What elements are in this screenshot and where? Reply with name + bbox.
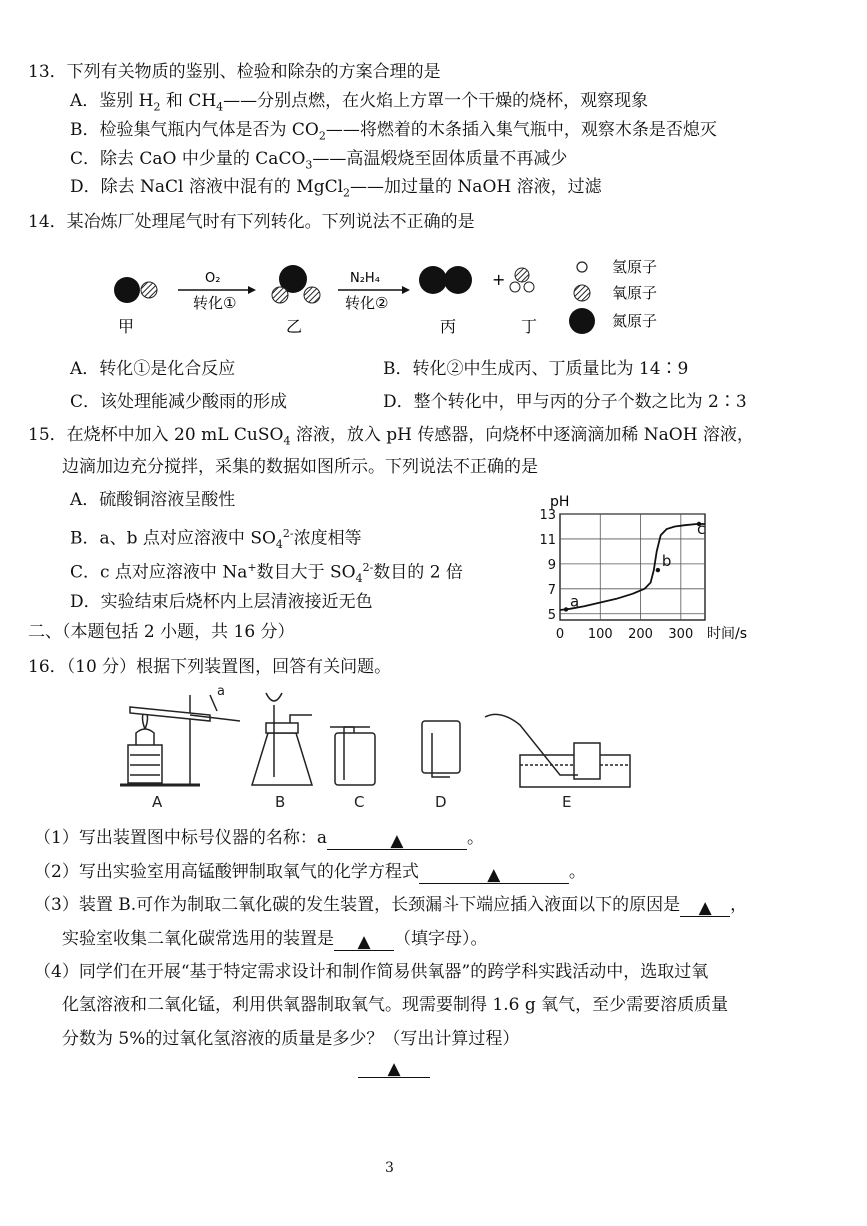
y-tick-label: 9 <box>547 557 556 573</box>
q16-part3-line2: 实验室收集二氧化碳常选用的装置是 ▲ （填字母）。 <box>62 929 488 952</box>
q15-option-b: B．a、b 点对应溶液中 $SO_4^{2-}$浓度相等 <box>70 527 362 552</box>
q15-option-c: C．c 点对应溶液中 Na+数目大于 $SO_4^{2-}$数目的 2 倍 <box>70 561 463 586</box>
molecule-yi <box>272 265 320 303</box>
q16-part4-line2: 化氢溶液和二氧化锰，利用供氧器制取氧气。现需要制得 1.6 g 氧气，至少需要溶质质量 <box>62 995 729 1015</box>
legend-hydrogen <box>577 258 657 276</box>
x-tick-label: 300 <box>668 627 694 642</box>
plot-frame <box>560 514 705 620</box>
q14-option-b: B．转化②中生成丙、丁质量比为 14∶9 <box>383 359 689 379</box>
y-tick-label: 13 <box>539 508 556 523</box>
ph-chart <box>520 484 780 644</box>
q16-apparatus-diagram <box>100 685 660 815</box>
y-tick-label: 5 <box>547 607 556 623</box>
arrow-step2 <box>338 286 410 294</box>
q16-part2: （2）写出实验室用高锰酸钾制取氧气的化学方程式 ▲ 。 <box>34 862 586 885</box>
q13-option-a: A．鉴别 $H_2$ 和 $CH_4——$分别点燃，在火焰上方罩一个干燥的烧杯，观察现象 <box>70 91 649 114</box>
q14-stem: 14．某冶炼厂处理尾气时有下列转化。下列说法不正确的是 <box>28 212 475 232</box>
q13-option-b: B．检验集气瓶内气体是否为 $CO_2——$将燃着的木条插入集气瓶中，观察木条是否熄灭 <box>70 120 717 143</box>
apparatus-c <box>330 727 375 785</box>
q14-molecule-diagram <box>100 250 700 350</box>
arrow-step1 <box>178 286 256 294</box>
q14-option-d: D．整个转化中，甲与丙的分子个数之比为 2∶3 <box>383 392 747 412</box>
x-tick-label: 200 <box>628 627 653 642</box>
data-point-a <box>564 607 568 611</box>
y-tick-label: 7 <box>547 582 556 598</box>
legend-nitrogen <box>569 308 657 334</box>
apparatus-label-e: E <box>562 793 572 811</box>
data-point-b <box>656 568 660 572</box>
q16-part4-line1: （4）同学们在开展“基于特定需求设计和制作简易供氧器”的跨学科实践活动中，选取过氧 <box>34 962 709 982</box>
q15-option-d: D．实验结束后烧杯内上层清液接近无色 <box>70 592 373 612</box>
label-step2: 转化② <box>345 294 389 312</box>
reagent-n2h4: N₂H₄ <box>350 271 380 286</box>
x-tick-label: 100 <box>587 627 613 642</box>
q16-part4-answer <box>358 1054 430 1078</box>
x-tick-label: 0 <box>555 627 565 642</box>
q16-part4-line3: 分数为 5%的过氧化氢溶液的质量是多少？（写出计算过程） <box>62 1029 520 1049</box>
q16-stem: 16．（10 分）根据下列装置图，回答有关问题。 <box>28 657 392 677</box>
q15-stem-line2: 边滴加边充分搅拌，采集的数据如图所示。下列说法不正确的是 <box>62 457 538 477</box>
legend-h-label: 氢原子 <box>612 258 658 276</box>
x-axis-label: 时间/s <box>707 626 748 642</box>
answer-blank-3[interactable]: ▲ <box>680 896 730 917</box>
legend-oxygen <box>574 284 657 302</box>
apparatus-d <box>422 721 460 777</box>
apparatus-label-c: C <box>354 793 365 811</box>
ph-curve <box>560 524 705 610</box>
q16-part3-line1: （3）装置 B.可作为制取二氧化碳的发生装置，长颈漏斗下端应插入液面以下的原因是 ▲ ， <box>34 895 748 918</box>
point-label-c: c <box>696 519 706 538</box>
q15-stem-line1: 15．在烧杯中加入 20 mL CuSO$_4$ 溶液，放入 pH 传感器，向烧杯中逐滴滴加稀 NaOH 溶液， <box>28 425 754 448</box>
point-label-a: a <box>570 592 580 611</box>
label-yi: 乙 <box>286 317 303 336</box>
q13-option-c: C．除去 CaO 中少量的 CaCO$_3$——高温煅烧至固体质量不再减少 <box>70 149 568 172</box>
label-jia: 甲 <box>118 317 135 336</box>
answer-blank-4[interactable]: ▲ <box>334 930 394 951</box>
molecule-bing <box>419 266 472 294</box>
label-step1: 转化① <box>193 294 237 312</box>
q13-option-d: D．除去 NaCl 溶液中混有的 MgCl$_2$——加过量的 NaOH 溶液，过滤 <box>70 177 602 200</box>
y-axis-label: pH <box>550 494 570 510</box>
q14-option-a: A．转化①是化合反应 <box>70 359 236 379</box>
q16-part1: （1）写出装置图中标号仪器的名称：a ▲ 。 <box>34 828 484 851</box>
q14-option-c: C．该处理能减少酸雨的形成 <box>70 392 288 412</box>
plus-sign: + <box>492 270 506 289</box>
label-bing: 丙 <box>440 317 457 336</box>
label-ding: 丁 <box>521 317 538 336</box>
answer-blank-5[interactable]: ▲ <box>358 1057 430 1078</box>
page-number: 3 <box>385 1160 394 1176</box>
molecule-ding <box>510 268 534 292</box>
q13-stem: 13．下列有关物质的鉴别、检验和除杂的方案合理的是 <box>28 62 441 82</box>
apparatus-label-b: B <box>275 793 286 811</box>
answer-blank-2[interactable]: ▲ <box>419 863 569 884</box>
section-2-heading: 二、（本题包括 2 小题，共 16 分） <box>28 622 295 642</box>
apparatus-e <box>485 714 630 787</box>
legend-n-label: 氮原子 <box>612 312 658 330</box>
apparatus-label-d: D <box>435 793 447 811</box>
apparatus-a-mark: a <box>217 685 225 699</box>
apparatus-a <box>120 695 240 785</box>
legend-o-label: 氧原子 <box>612 284 658 302</box>
apparatus-label-a: A <box>152 793 163 811</box>
point-label-b: b <box>661 552 672 571</box>
q15-option-a: A．硫酸铜溶液呈酸性 <box>70 490 236 510</box>
answer-blank-1[interactable]: ▲ <box>327 829 467 850</box>
y-tick-label: 11 <box>539 532 556 548</box>
reagent-o2: O₂ <box>205 271 221 286</box>
molecule-jia <box>114 277 157 303</box>
apparatus-b <box>252 693 312 785</box>
